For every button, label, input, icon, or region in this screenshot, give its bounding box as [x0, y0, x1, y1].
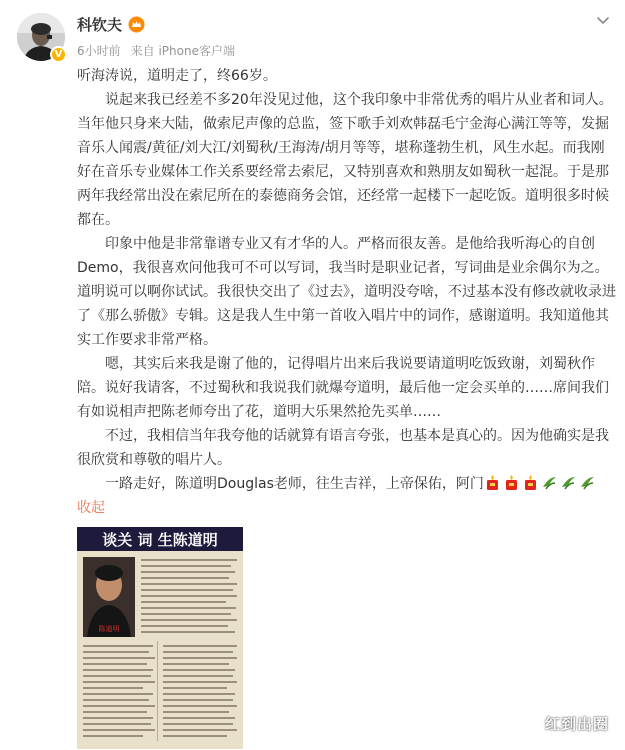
verified-icon: V — [50, 46, 67, 63]
collapse-link[interactable]: 收起 — [77, 500, 105, 516]
post-time[interactable]: 6小时前 — [77, 44, 121, 58]
vip-crown-icon — [128, 16, 145, 33]
image-caption: 陈道明 — [98, 625, 120, 633]
post-paragraph-text: 一路走好，陈道明Douglas老师，往生吉祥，上帝保佑，阿门 — [105, 476, 484, 492]
watermark: 红到出圈 — [544, 715, 609, 733]
post-paragraph: 听海涛说，道明走了，终66岁。 — [77, 68, 277, 84]
palm-icon — [560, 474, 577, 491]
image-headline: 谈关 词 生陈道明 — [102, 531, 218, 549]
post-text — [77, 64, 617, 520]
post-paragraph-last — [77, 472, 617, 496]
username[interactable]: 科钦夫 — [77, 16, 123, 34]
candle-icon — [503, 474, 520, 491]
post-image[interactable] — [77, 527, 243, 749]
post-header — [0, 0, 625, 64]
post-paragraph: 说起来我已经差不多20年没见过他，这个我印象中非常优秀的唱片从业者和词人。当年他只身来大陆，做索尼声像的总监，签下歌手刘欢韩磊毛宁金海心满江等等，发掘音乐人闻震/黄征/刘大江/刘蜀秋/王海涛/胡月等等，堪称蓬勃生机，风生水起。而我刚好在音乐专业媒体工作关系要经常去索尼，又特别喜欢和熟朋友如蜀秋一起混。于是那两年我经常出没在索尼所在的泰德商务会馆，还经常一起楼下一起吃饭。道明很多时候都在。 — [77, 92, 613, 228]
post-paragraph: 不过，我相信当年我夸他的话就算有语言夸张，也基本是真心的。因为他确实是我很欣赏和尊敬的唱片人。 — [77, 428, 609, 468]
palm-icon — [541, 474, 558, 491]
post-source: 来自 iPhone客户端 — [130, 44, 235, 58]
palm-icon — [579, 474, 596, 491]
chevron-down-icon[interactable] — [595, 12, 611, 28]
post-paragraph: 嗯，其实后来我是谢了他的，记得唱片出来后我说要请道明吃饭致谢，刘蜀秋作陪。说好我请客，不过蜀秋和我说我们就爆夸道明，最后他一定会买单的……席间我们有如说相声把陈老师夸出了花，道明大乐果然抢先买单…… — [77, 356, 609, 420]
post-meta — [77, 42, 235, 59]
candle-icon — [522, 474, 539, 491]
candle-icon — [484, 474, 501, 491]
avatar[interactable] — [17, 13, 65, 61]
post-paragraph: 印象中他是非常靠谱专业又有才华的人。严格而很友善。是他给我听海心的自创Demo，我很喜欢问他我可不可以写词，我当时是职业记者，写词曲是业余偶尔为之。道明说可以啊你试试。我很快交出了《过去》，道明没夸啥，不过基本没有修改就收录进了《那么骄傲》专辑。这是我人生中第一首收入唱片中的词作，感谢道明。我知道他其实工作要求非常严格。 — [77, 236, 616, 348]
